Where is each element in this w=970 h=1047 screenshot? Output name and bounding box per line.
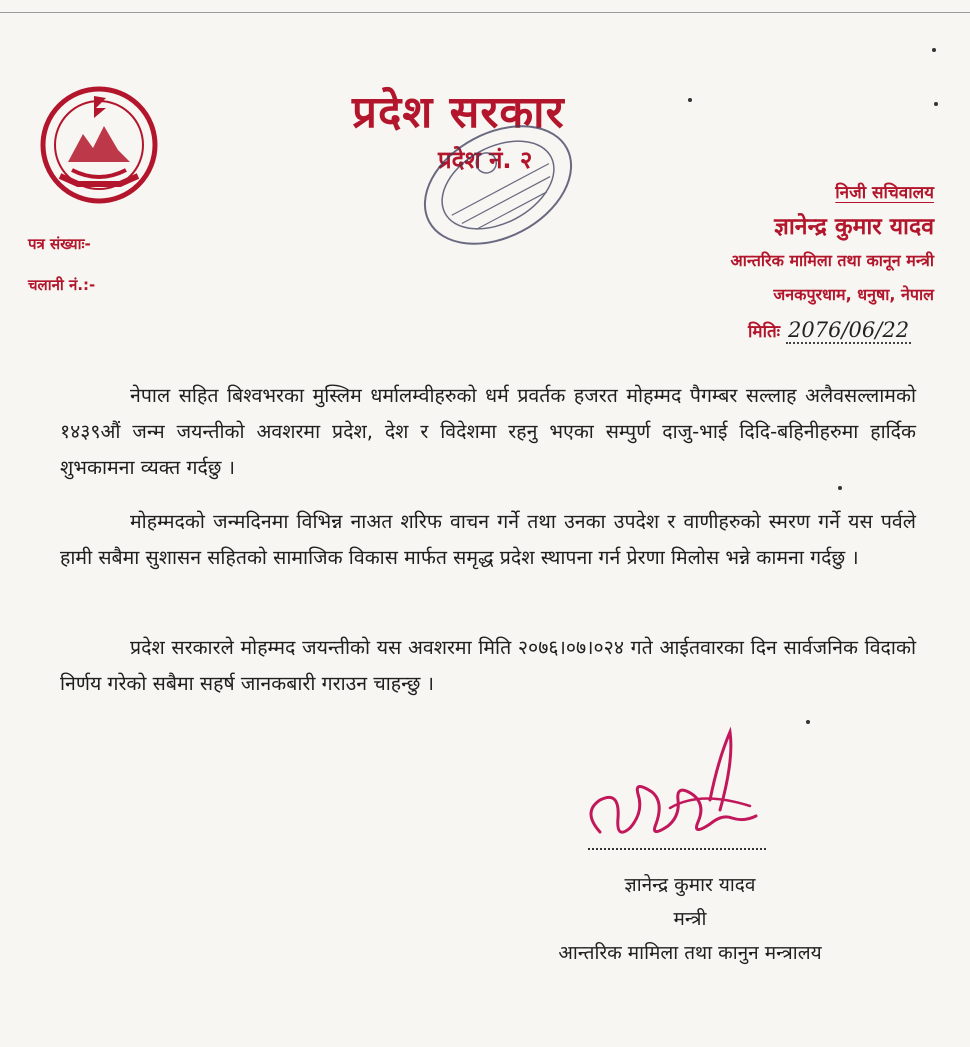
ink-speck bbox=[688, 98, 692, 102]
body-paragraph-3: प्रदेश सरकारले मोहम्मद जयन्तीको यस अवशरमा मिति २०७६।०७।०२४ गते आईतवारका दिन सार्वजनिक विदाको निर्णय गरेको सबैमा सहर्ष जानकबारी गराउन चाहन्छु । bbox=[60, 636, 916, 695]
province-number: प्रदेश नं. २ bbox=[438, 146, 533, 174]
signatory-title: मन्त्री bbox=[673, 908, 707, 930]
body-paragraph-1: नेपाल सहित बिश्वभरका मुस्लिम धर्मालम्वीहरुको धर्म प्रवर्तक हजरत मोहम्मद पैगम्बर सल्लाह अलैवसल्लामको १४३९औं जन्म जयन्तीको अवशरमा प्रदेश, देश र विदेशमा रहनु भएका सम्पुर्ण दाजु-भाई दिदि-बहिनीहरुमा हार्दिक शुभकामना व्यक्त गर्दछु । bbox=[60, 384, 916, 479]
signature-block bbox=[520, 868, 860, 970]
ink-speck bbox=[932, 48, 936, 52]
signatory-ministry: आन्तरिक मामिला तथा कानुन मन्त्रालय bbox=[558, 942, 822, 964]
date-line bbox=[748, 318, 911, 342]
office-name: निजी सचिवालय bbox=[835, 183, 934, 203]
signature-dotted-line bbox=[588, 848, 766, 850]
office-address: जनकपुरधाम, धनुषा, नेपाल bbox=[773, 285, 934, 304]
minister-name: ज्ञानेन्द्र कुमार यादव bbox=[774, 214, 934, 240]
ministry-title: आन्तरिक मामिला तथा कानून मन्त्री bbox=[730, 251, 934, 270]
date-value: 2076/06/22 bbox=[788, 318, 910, 342]
ink-speck bbox=[806, 720, 810, 724]
dispatch-number-label: चलानी नं.:- bbox=[28, 276, 96, 294]
letter-number-label: पत्र संख्याः- bbox=[28, 235, 91, 253]
body-paragraph-2: मोहम्मदको जन्मदिनमा विभिन्न नाअत शरिफ वाचन गर्ने तथा उनका उपदेश र वाणीहरुको स्मरण गर्ने यस पर्वले हामी सबैमा सुशासन सहितको सामाजिक विकास मार्फत समृद्ध प्रदेश स्थापना गर्न प्रेरणा मिलोस भन्ने कामना गर्दछु । bbox=[60, 510, 916, 569]
nepal-government-emblem-icon bbox=[38, 84, 160, 206]
office-stamp-icon bbox=[408, 110, 588, 260]
date-label: मितिः bbox=[748, 322, 781, 342]
top-border-line bbox=[0, 12, 970, 13]
office-details bbox=[731, 180, 935, 305]
ink-speck bbox=[838, 486, 842, 490]
signatory-name: ज्ञानेन्द्र कुमार यादव bbox=[624, 874, 756, 896]
government-title: प्रदेश सरकार bbox=[352, 87, 565, 138]
ink-speck bbox=[934, 102, 938, 106]
